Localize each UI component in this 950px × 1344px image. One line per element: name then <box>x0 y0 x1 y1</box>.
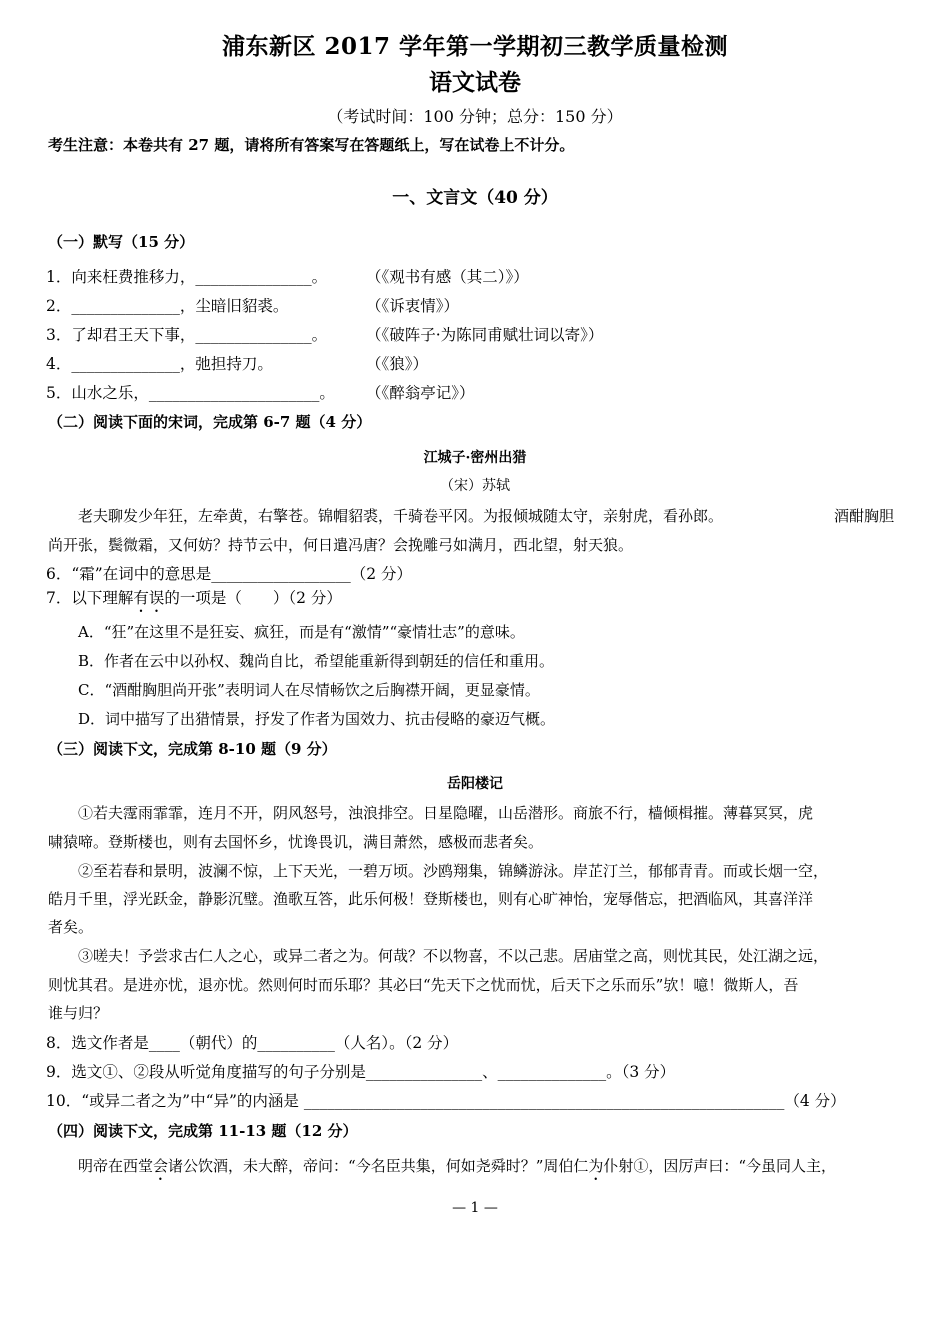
question-9: 9．选文①、②段从听觉角度描写的句子分别是_______________、______________。（3 分） <box>46 1063 676 1081</box>
part-heading: （三）阅读下文，完成第 8-10 题（9 分） <box>48 740 337 758</box>
essay-text: ②至若春和景明，波澜不惊，上下天光，一碧万顷。沙鸥翔集，锦鳞游泳。岸芷汀兰，郁郁青青。而或长烟一空， <box>78 862 829 880</box>
option-b: B．作者在云中以孙权、魏尚自比，希望能重新得到朝廷的信任和重用。 <box>78 652 555 670</box>
question-8: 8．选文作者是____（朝代）的__________（人名）。（2 分） <box>46 1034 459 1052</box>
question-item: 3．了却君王天下事，_______________。 <box>46 326 328 344</box>
essay-text: 则忧其君。是进亦忧，退亦忧。然则何时而乐耶？其必曰“先天下之忧而忧，后天下之乐而乐”欤！噫！微斯人，吾 <box>48 976 799 994</box>
essay-text: ③嗟夫！予尝求古仁人之心，或异二者之为。何哉？不以物喜，不以己悲。居庙堂之高，则忧其民，处江湖之远， <box>78 947 829 965</box>
part-heading: （四）阅读下文，完成第 11-13 题（12 分） <box>48 1122 358 1140</box>
option-d: D．词中描写了出猎情景，抒发了作者为国效力、抗击侵略的豪迈气概。 <box>78 710 556 728</box>
exam-title: 浦东新区 2017 学年第一学期初三教学质量检测 <box>221 33 729 60</box>
question-item: 2．______________，尘暗旧貂裘。 <box>46 297 289 315</box>
passage-text <box>78 1155 836 1184</box>
option-a: A．“狂”在这里不是狂妄、疯狂，而是有“激情”“豪情壮志”的意味。 <box>78 623 525 641</box>
essay-text: 皓月千里，浮光跃金，静影沉璧。渔歌互答，此乐何极！登斯楼也，则有心旷神怡，宠辱偕忘，把酒临风，其喜洋洋 <box>48 890 814 908</box>
question-score: （2 分） <box>350 565 413 583</box>
question-source: （《破阵子·为陈同甫赋壮词以寄》） <box>366 326 604 344</box>
part-heading: （二）阅读下面的宋词，完成第 6-7 题（4 分） <box>48 413 372 431</box>
question-text: 6．“霜”在词中的意思是 <box>46 565 212 583</box>
exam-notice: 考生注意：本卷共有 27 题，请将所有答案写在答题纸上，写在试卷上不计分。 <box>48 136 575 154</box>
question-10: 10．“或异二者之为”中“异”的内涵是 ______________________________________________________________（4 分） <box>46 1092 846 1110</box>
question-text: 的一项是（ ）（2 分） <box>164 589 342 607</box>
question-item: 4．______________，弛担持刀。 <box>46 355 273 373</box>
passage-segment: 诸公饮酒，未大醉，帝问：“今名臣共集，何如尧舜时？”周伯仁 <box>168 1157 589 1175</box>
essay-title: 岳阳楼记 <box>447 776 503 792</box>
section-heading: 一、文言文（40 分） <box>392 188 558 208</box>
exam-info: （考试时间：100 分钟；总分：150 分） <box>327 107 623 126</box>
question-text: 7．以下理解 <box>46 589 134 607</box>
emphasis-text: 会 <box>153 1157 169 1175</box>
question-7 <box>46 586 342 616</box>
part-heading: （一）默写（15 分） <box>48 233 195 251</box>
question-item: 5．山水之乐，______________________。 <box>46 384 335 402</box>
emphasis-text: 为 <box>588 1157 604 1175</box>
option-c: C．“酒酣胸胆尚开张”表明词人在尽情畅饮之后胸襟开阔，更显豪情。 <box>78 681 540 699</box>
question-item: 1．向来枉费推移力，_______________。 <box>46 268 328 286</box>
poem-author: （宋）苏轼 <box>440 478 510 494</box>
poem-text: 尚开张，鬓微霜，又何妨？持节云中，何日遣冯唐？会挽雕弓如满月，西北望，射天狼。 <box>48 536 634 554</box>
essay-text: 者矣。 <box>48 918 94 936</box>
essay-text: 啸猿啼。登斯楼也，则有去国怀乡，忧谗畏讥，满目萧然，感极而悲者矣。 <box>48 833 544 851</box>
question-6 <box>46 562 412 584</box>
poem-text: 老夫聊发少年狂，左牵黄，右擎苍。锦帽貂裘，千骑卷平冈。为报倾城随太守，亲射虎，看孙郎。 <box>78 507 724 525</box>
poem-title: 江城子·密州出猎 <box>423 450 527 466</box>
question-source: （《诉衷情》） <box>366 297 460 315</box>
passage-segment: 明帝在西堂 <box>78 1157 154 1175</box>
question-source: （《观书有感（其二）》） <box>366 268 529 286</box>
exam-subtitle: 语文试卷 <box>429 69 521 96</box>
page-number: — 1 — <box>452 1200 498 1216</box>
answer-blank: __________________ <box>211 565 351 583</box>
passage-segment: 仆射①，因厉声曰：“今虽同人主， <box>603 1157 837 1175</box>
poem-text: 酒酣胸胆 <box>834 507 895 525</box>
question-source: （《狼》） <box>366 355 429 373</box>
essay-text: 谁与归？ <box>48 1004 109 1022</box>
emphasis-text: 有误 <box>133 589 165 607</box>
essay-text: ①若夫霪雨霏霏，连月不开，阴风怒号，浊浪排空。日星隐曜，山岳潜形。商旅不行，樯倾楫摧。薄暮冥冥，虎 <box>78 804 814 822</box>
question-source: （《醉翁亭记》） <box>366 384 475 402</box>
